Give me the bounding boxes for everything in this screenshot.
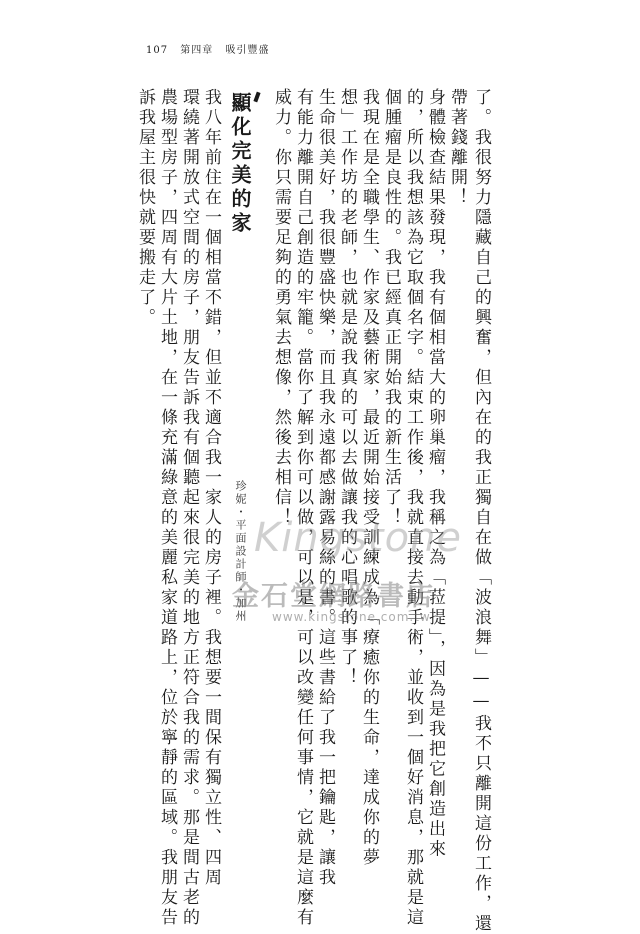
text-column: 生命很美好，我很豐盛快樂，而且我永遠都感謝露易絲的書。這些書給了我一把鑰匙，讓我	[315, 88, 335, 888]
page-number: 107	[146, 45, 169, 56]
text-column: 訴我屋主很快就要搬走了。	[135, 88, 155, 328]
text-column: 的，所以我想該為它取個名字。結束工作後，我就直接去動手術，並收到一個好消息，那就是這	[403, 88, 423, 928]
text-column: 個腫瘤是良性的。我已經真正開始我的新生活了！	[381, 88, 401, 528]
text-column: 環繞著開放式空間的房子，朋友告訴我有個聽起來很完美的地方正符合我的需求。那是間古老的	[179, 88, 199, 928]
watermark-name: 金石堂網路書店	[232, 581, 435, 612]
running-header	[146, 41, 277, 56]
chapter-title: 吸引豐盛	[225, 45, 270, 56]
text-column: 想」工作坊的老師，也就是說我真的可以去做讓我的心唱歌的事了！	[337, 88, 357, 688]
text-column: 我現在是全職學生、作家及藝術家，最近開始接受訓練成為「療癒你的生命，達成你的夢	[359, 88, 379, 868]
watermark-logo: Kingstone	[254, 515, 463, 561]
section-heading: 顯化完美的家	[226, 92, 259, 236]
watermark-url: www.kingstone.com.tw	[272, 610, 431, 624]
testimonial-credit: 珍妮・平面設計師・加州	[234, 480, 247, 623]
text-column: 農場型房子，四周有大片土地，在一條充滿綠意的美麗私家道路上，位於寧靜的區域。我朋友告	[157, 88, 177, 928]
chapter-label: 第四章	[180, 45, 214, 56]
text-column: 帶著錢離開！	[447, 88, 467, 208]
text-column: 有能力離開自己創造的牢籠。當你了解到你可以做，可以是，可以改變任何事情，它就是這麼有	[293, 88, 313, 928]
text-column: 我八年前住在一個相當不錯，但並不適合我一家人的房子裡。我想要一間保有獨立性、四周	[201, 88, 221, 888]
text-column: 身體檢查結果發現，我有個相當大的卵巢瘤，我稱之為「菈提」，因為是我把它創造出來	[425, 88, 445, 860]
text-column: 了。我很努力隱藏自己的興奮，但內在的我正獨自在做「波浪舞」——我不只離開這份工作，還	[471, 88, 491, 934]
text-column: 威力。你只需要足夠的勇氣去想像，然後去相信！	[271, 88, 291, 528]
